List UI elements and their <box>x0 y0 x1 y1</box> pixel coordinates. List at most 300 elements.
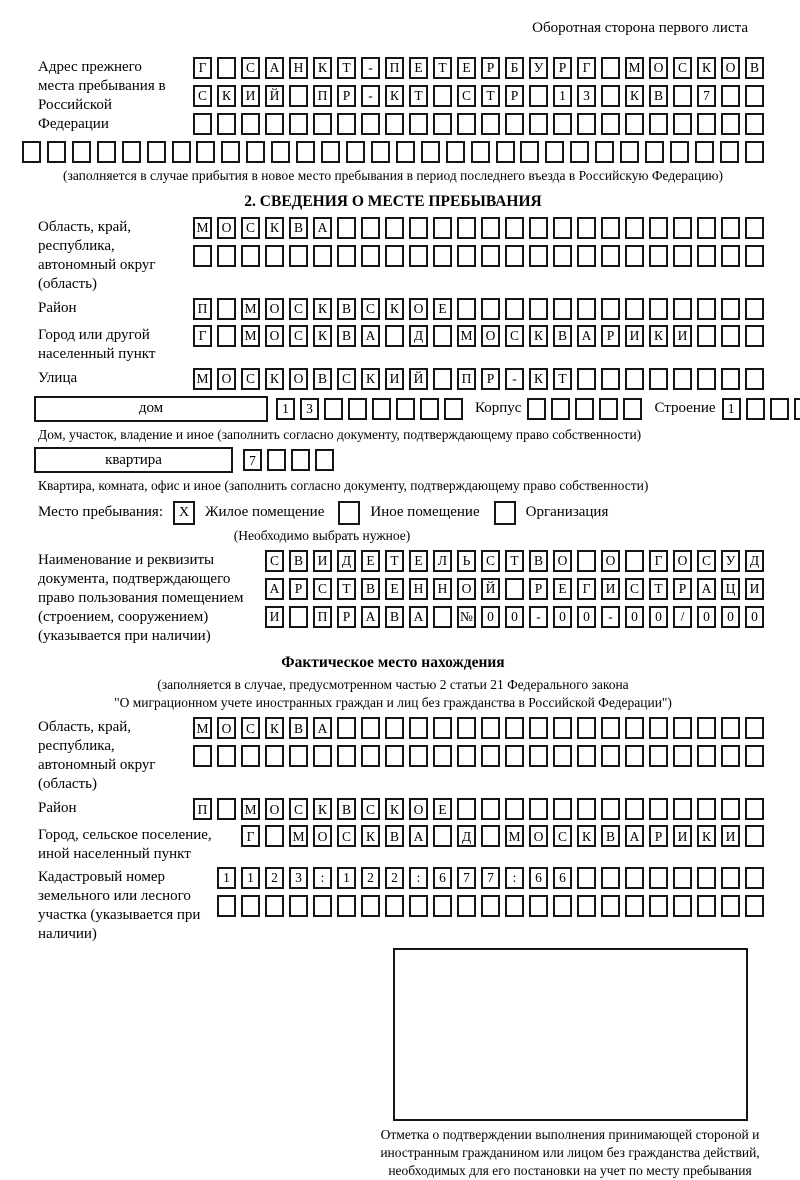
char-cell[interactable]: С <box>625 578 644 600</box>
char-cell[interactable] <box>217 895 236 917</box>
char-cell[interactable]: В <box>337 325 356 347</box>
char-cell[interactable] <box>481 217 500 239</box>
char-cell[interactable] <box>324 398 343 420</box>
char-cell[interactable] <box>601 245 620 267</box>
char-cell[interactable]: Т <box>553 368 572 390</box>
char-cell[interactable] <box>267 449 286 471</box>
char-cell[interactable] <box>337 745 356 767</box>
char-cell[interactable] <box>649 717 668 739</box>
char-cell[interactable] <box>794 398 800 420</box>
char-cell[interactable] <box>649 745 668 767</box>
char-cell[interactable]: В <box>289 217 308 239</box>
char-cell[interactable]: А <box>697 578 716 600</box>
char-cell[interactable] <box>217 298 236 320</box>
char-cell[interactable] <box>577 245 596 267</box>
char-cell[interactable] <box>601 85 620 107</box>
char-cell[interactable] <box>695 141 714 163</box>
char-cell[interactable]: А <box>265 578 284 600</box>
char-cell[interactable]: О <box>409 298 428 320</box>
char-cell[interactable] <box>433 368 452 390</box>
char-cell[interactable]: Р <box>481 57 500 79</box>
char-cell[interactable]: А <box>577 325 596 347</box>
char-cell[interactable] <box>745 368 764 390</box>
char-cell[interactable]: Е <box>409 57 428 79</box>
char-cell[interactable] <box>97 141 116 163</box>
char-cell[interactable]: Е <box>433 798 452 820</box>
char-cell[interactable] <box>553 745 572 767</box>
char-cell[interactable] <box>649 245 668 267</box>
char-cell[interactable] <box>601 113 620 135</box>
char-cell[interactable] <box>385 745 404 767</box>
char-cell[interactable] <box>577 717 596 739</box>
char-cell[interactable] <box>623 398 642 420</box>
char-cell[interactable]: С <box>697 550 716 572</box>
char-cell[interactable] <box>420 398 439 420</box>
char-cell[interactable] <box>625 245 644 267</box>
char-cell[interactable] <box>545 141 564 163</box>
char-cell[interactable] <box>457 113 476 135</box>
char-cell[interactable] <box>673 217 692 239</box>
char-cell[interactable] <box>673 798 692 820</box>
char-cell[interactable]: : <box>505 867 524 889</box>
char-cell[interactable]: Н <box>289 57 308 79</box>
char-cell[interactable] <box>122 141 141 163</box>
char-cell[interactable] <box>577 895 596 917</box>
char-cell[interactable] <box>745 325 764 347</box>
char-cell[interactable]: 0 <box>697 606 716 628</box>
char-cell[interactable]: 2 <box>265 867 284 889</box>
char-cell[interactable] <box>433 717 452 739</box>
char-cell[interactable]: С <box>553 825 572 847</box>
char-cell[interactable]: Ц <box>721 578 740 600</box>
char-cell[interactable] <box>481 798 500 820</box>
char-cell[interactable]: № <box>457 606 476 628</box>
char-cell[interactable] <box>625 550 644 572</box>
char-cell[interactable]: 1 <box>241 867 260 889</box>
char-cell[interactable]: С <box>457 85 476 107</box>
char-cell[interactable]: А <box>313 217 332 239</box>
char-cell[interactable] <box>313 113 332 135</box>
char-cell[interactable] <box>409 717 428 739</box>
char-cell[interactable]: В <box>337 798 356 820</box>
char-cell[interactable] <box>745 85 764 107</box>
char-cell[interactable] <box>296 141 315 163</box>
char-cell[interactable]: 0 <box>577 606 596 628</box>
char-cell[interactable] <box>409 745 428 767</box>
char-cell[interactable] <box>291 449 310 471</box>
char-cell[interactable]: Р <box>553 57 572 79</box>
char-cell[interactable] <box>625 217 644 239</box>
char-cell[interactable] <box>396 398 415 420</box>
char-cell[interactable] <box>457 798 476 820</box>
char-cell[interactable]: Н <box>409 578 428 600</box>
char-cell[interactable] <box>697 298 716 320</box>
char-cell[interactable] <box>553 717 572 739</box>
char-cell[interactable]: 0 <box>553 606 572 628</box>
char-cell[interactable] <box>47 141 66 163</box>
char-cell[interactable] <box>745 745 764 767</box>
char-cell[interactable] <box>241 113 260 135</box>
char-cell[interactable]: Т <box>649 578 668 600</box>
char-cell[interactable]: П <box>193 298 212 320</box>
char-cell[interactable] <box>505 798 524 820</box>
char-cell[interactable] <box>289 745 308 767</box>
char-cell[interactable]: В <box>649 85 668 107</box>
char-cell[interactable]: С <box>337 368 356 390</box>
char-cell[interactable] <box>720 141 739 163</box>
char-cell[interactable]: Е <box>385 578 404 600</box>
char-cell[interactable] <box>745 217 764 239</box>
char-cell[interactable]: 1 <box>337 867 356 889</box>
char-cell[interactable] <box>241 895 260 917</box>
char-cell[interactable] <box>673 113 692 135</box>
char-cell[interactable]: П <box>193 798 212 820</box>
char-cell[interactable]: О <box>721 57 740 79</box>
char-cell[interactable] <box>577 298 596 320</box>
char-cell[interactable]: 0 <box>649 606 668 628</box>
char-cell[interactable]: С <box>289 798 308 820</box>
char-cell[interactable]: К <box>649 325 668 347</box>
char-cell[interactable]: О <box>217 717 236 739</box>
char-cell[interactable]: Е <box>409 550 428 572</box>
char-cell[interactable] <box>241 245 260 267</box>
char-cell[interactable] <box>673 895 692 917</box>
char-cell[interactable] <box>246 141 265 163</box>
char-cell[interactable]: 1 <box>276 398 295 420</box>
char-cell[interactable] <box>595 141 614 163</box>
char-cell[interactable] <box>446 141 465 163</box>
char-cell[interactable] <box>313 895 332 917</box>
char-cell[interactable]: Р <box>289 578 308 600</box>
char-cell[interactable]: М <box>241 298 260 320</box>
char-cell[interactable] <box>193 113 212 135</box>
char-cell[interactable] <box>553 798 572 820</box>
char-cell[interactable] <box>601 298 620 320</box>
char-cell[interactable] <box>697 867 716 889</box>
char-cell[interactable]: М <box>505 825 524 847</box>
char-cell[interactable]: В <box>601 825 620 847</box>
checkbox-organization[interactable] <box>494 501 516 525</box>
char-cell[interactable] <box>745 141 764 163</box>
char-cell[interactable] <box>385 217 404 239</box>
char-cell[interactable] <box>505 217 524 239</box>
char-cell[interactable]: Г <box>193 325 212 347</box>
char-cell[interactable]: К <box>265 217 284 239</box>
char-cell[interactable] <box>481 298 500 320</box>
char-cell[interactable]: Г <box>193 57 212 79</box>
char-cell[interactable]: - <box>505 368 524 390</box>
char-cell[interactable] <box>529 717 548 739</box>
char-cell[interactable]: С <box>193 85 212 107</box>
char-cell[interactable] <box>697 217 716 239</box>
char-cell[interactable]: С <box>289 298 308 320</box>
char-cell[interactable] <box>697 113 716 135</box>
char-cell[interactable]: О <box>217 368 236 390</box>
char-cell[interactable]: К <box>313 298 332 320</box>
char-cell[interactable]: С <box>361 298 380 320</box>
char-cell[interactable] <box>409 245 428 267</box>
char-cell[interactable] <box>217 245 236 267</box>
char-cell[interactable] <box>385 245 404 267</box>
char-cell[interactable] <box>721 867 740 889</box>
char-cell[interactable] <box>745 798 764 820</box>
char-cell[interactable]: К <box>265 717 284 739</box>
char-cell[interactable]: В <box>385 606 404 628</box>
char-cell[interactable]: Т <box>481 85 500 107</box>
char-cell[interactable]: А <box>313 717 332 739</box>
char-cell[interactable]: С <box>265 550 284 572</box>
char-cell[interactable]: В <box>553 325 572 347</box>
char-cell[interactable] <box>577 368 596 390</box>
char-cell[interactable] <box>481 245 500 267</box>
char-cell[interactable] <box>433 85 452 107</box>
char-cell[interactable] <box>577 550 596 572</box>
char-cell[interactable]: А <box>265 57 284 79</box>
char-cell[interactable] <box>481 113 500 135</box>
char-cell[interactable]: 3 <box>300 398 319 420</box>
char-cell[interactable]: И <box>265 606 284 628</box>
char-cell[interactable] <box>505 113 524 135</box>
char-cell[interactable] <box>147 141 166 163</box>
char-cell[interactable]: У <box>529 57 548 79</box>
checkbox-residential[interactable]: X <box>173 501 195 525</box>
char-cell[interactable] <box>746 398 765 420</box>
char-cell[interactable] <box>599 398 618 420</box>
char-cell[interactable]: 0 <box>505 606 524 628</box>
char-cell[interactable]: В <box>385 825 404 847</box>
char-cell[interactable]: С <box>241 717 260 739</box>
char-cell[interactable] <box>271 141 290 163</box>
char-cell[interactable] <box>577 867 596 889</box>
char-cell[interactable] <box>649 217 668 239</box>
char-cell[interactable]: М <box>193 217 212 239</box>
char-cell[interactable] <box>505 717 524 739</box>
char-cell[interactable] <box>570 141 589 163</box>
char-cell[interactable]: А <box>361 606 380 628</box>
char-cell[interactable] <box>697 745 716 767</box>
char-cell[interactable] <box>721 717 740 739</box>
char-cell[interactable]: К <box>697 57 716 79</box>
char-cell[interactable]: А <box>409 825 428 847</box>
char-cell[interactable]: Л <box>433 550 452 572</box>
char-cell[interactable] <box>553 217 572 239</box>
char-cell[interactable] <box>433 113 452 135</box>
char-cell[interactable]: С <box>241 217 260 239</box>
char-cell[interactable]: К <box>361 368 380 390</box>
char-cell[interactable]: Р <box>649 825 668 847</box>
char-cell[interactable] <box>241 745 260 767</box>
char-cell[interactable]: Т <box>337 57 356 79</box>
char-cell[interactable] <box>361 217 380 239</box>
char-cell[interactable] <box>551 398 570 420</box>
char-cell[interactable]: К <box>361 825 380 847</box>
char-cell[interactable] <box>265 825 284 847</box>
char-cell[interactable]: И <box>625 325 644 347</box>
char-cell[interactable]: Д <box>745 550 764 572</box>
char-cell[interactable] <box>601 717 620 739</box>
char-cell[interactable] <box>577 798 596 820</box>
char-cell[interactable]: 2 <box>385 867 404 889</box>
char-cell[interactable] <box>409 113 428 135</box>
char-cell[interactable]: / <box>673 606 692 628</box>
char-cell[interactable] <box>433 745 452 767</box>
char-cell[interactable]: 0 <box>625 606 644 628</box>
char-cell[interactable] <box>457 245 476 267</box>
char-cell[interactable]: Е <box>433 298 452 320</box>
char-cell[interactable] <box>601 745 620 767</box>
char-cell[interactable]: К <box>217 85 236 107</box>
char-cell[interactable]: Р <box>673 578 692 600</box>
char-cell[interactable] <box>673 85 692 107</box>
char-cell[interactable] <box>72 141 91 163</box>
char-cell[interactable] <box>601 867 620 889</box>
char-cell[interactable]: К <box>313 325 332 347</box>
char-cell[interactable] <box>649 798 668 820</box>
char-cell[interactable]: 0 <box>481 606 500 628</box>
char-cell[interactable] <box>745 717 764 739</box>
char-cell[interactable] <box>321 141 340 163</box>
char-cell[interactable] <box>697 368 716 390</box>
char-cell[interactable]: О <box>217 217 236 239</box>
char-cell[interactable] <box>721 368 740 390</box>
char-cell[interactable] <box>721 245 740 267</box>
char-cell[interactable] <box>361 717 380 739</box>
char-cell[interactable]: Ь <box>457 550 476 572</box>
char-cell[interactable] <box>649 867 668 889</box>
char-cell[interactable]: С <box>673 57 692 79</box>
char-cell[interactable]: 6 <box>553 867 572 889</box>
char-cell[interactable]: Т <box>385 550 404 572</box>
char-cell[interactable]: К <box>385 298 404 320</box>
char-cell[interactable] <box>265 113 284 135</box>
char-cell[interactable] <box>601 895 620 917</box>
char-cell[interactable]: К <box>385 798 404 820</box>
char-cell[interactable]: М <box>241 798 260 820</box>
char-cell[interactable] <box>673 245 692 267</box>
char-cell[interactable] <box>481 745 500 767</box>
char-cell[interactable] <box>433 325 452 347</box>
char-cell[interactable]: С <box>361 798 380 820</box>
char-cell[interactable]: : <box>313 867 332 889</box>
char-cell[interactable]: П <box>385 57 404 79</box>
char-cell[interactable] <box>505 245 524 267</box>
char-cell[interactable]: 0 <box>745 606 764 628</box>
char-cell[interactable] <box>529 113 548 135</box>
char-cell[interactable]: П <box>313 85 332 107</box>
char-cell[interactable] <box>577 217 596 239</box>
char-cell[interactable]: - <box>601 606 620 628</box>
char-cell[interactable] <box>625 867 644 889</box>
char-cell[interactable] <box>444 398 463 420</box>
char-cell[interactable]: 7 <box>457 867 476 889</box>
char-cell[interactable] <box>433 245 452 267</box>
char-cell[interactable]: О <box>673 550 692 572</box>
char-cell[interactable] <box>575 398 594 420</box>
char-cell[interactable] <box>625 298 644 320</box>
char-cell[interactable]: О <box>265 325 284 347</box>
char-cell[interactable]: И <box>745 578 764 600</box>
char-cell[interactable]: В <box>337 298 356 320</box>
char-cell[interactable] <box>289 606 308 628</box>
char-cell[interactable]: Д <box>457 825 476 847</box>
char-cell[interactable]: 3 <box>577 85 596 107</box>
char-cell[interactable] <box>346 141 365 163</box>
char-cell[interactable]: И <box>673 825 692 847</box>
char-cell[interactable] <box>770 398 789 420</box>
char-cell[interactable] <box>481 717 500 739</box>
char-cell[interactable]: О <box>289 368 308 390</box>
char-cell[interactable]: У <box>721 550 740 572</box>
char-cell[interactable]: О <box>649 57 668 79</box>
char-cell[interactable]: С <box>289 325 308 347</box>
char-cell[interactable]: Р <box>601 325 620 347</box>
char-cell[interactable] <box>721 85 740 107</box>
char-cell[interactable]: С <box>313 578 332 600</box>
char-cell[interactable] <box>745 298 764 320</box>
char-cell[interactable]: 1 <box>722 398 741 420</box>
char-cell[interactable]: О <box>553 550 572 572</box>
char-cell[interactable]: И <box>601 578 620 600</box>
char-cell[interactable]: Т <box>433 57 452 79</box>
char-cell[interactable]: М <box>625 57 644 79</box>
char-cell[interactable] <box>625 368 644 390</box>
char-cell[interactable]: 6 <box>529 867 548 889</box>
char-cell[interactable] <box>433 895 452 917</box>
char-cell[interactable]: Е <box>361 550 380 572</box>
char-cell[interactable] <box>315 449 334 471</box>
char-cell[interactable] <box>433 217 452 239</box>
char-cell[interactable]: 7 <box>243 449 262 471</box>
char-cell[interactable]: Е <box>553 578 572 600</box>
char-cell[interactable] <box>361 245 380 267</box>
char-cell[interactable] <box>577 113 596 135</box>
char-cell[interactable] <box>697 717 716 739</box>
char-cell[interactable]: Р <box>481 368 500 390</box>
char-cell[interactable]: Б <box>505 57 524 79</box>
char-cell[interactable]: - <box>361 85 380 107</box>
char-cell[interactable]: Р <box>337 85 356 107</box>
char-cell[interactable] <box>217 113 236 135</box>
char-cell[interactable] <box>553 245 572 267</box>
char-cell[interactable] <box>649 113 668 135</box>
char-cell[interactable] <box>409 895 428 917</box>
char-cell[interactable]: М <box>289 825 308 847</box>
char-cell[interactable] <box>697 798 716 820</box>
char-cell[interactable] <box>409 217 428 239</box>
char-cell[interactable] <box>745 113 764 135</box>
char-cell[interactable] <box>457 895 476 917</box>
char-cell[interactable]: К <box>625 85 644 107</box>
char-cell[interactable] <box>433 825 452 847</box>
char-cell[interactable] <box>673 717 692 739</box>
char-cell[interactable]: Т <box>409 85 428 107</box>
char-cell[interactable]: Д <box>337 550 356 572</box>
char-cell[interactable]: К <box>529 368 548 390</box>
char-cell[interactable] <box>471 141 490 163</box>
char-cell[interactable] <box>553 298 572 320</box>
char-cell[interactable]: С <box>505 325 524 347</box>
char-cell[interactable] <box>721 745 740 767</box>
char-cell[interactable]: Н <box>433 578 452 600</box>
char-cell[interactable] <box>645 141 664 163</box>
char-cell[interactable] <box>289 85 308 107</box>
char-cell[interactable] <box>361 745 380 767</box>
char-cell[interactable] <box>265 245 284 267</box>
char-cell[interactable] <box>457 217 476 239</box>
char-cell[interactable] <box>601 217 620 239</box>
char-cell[interactable] <box>649 368 668 390</box>
char-cell[interactable] <box>697 245 716 267</box>
